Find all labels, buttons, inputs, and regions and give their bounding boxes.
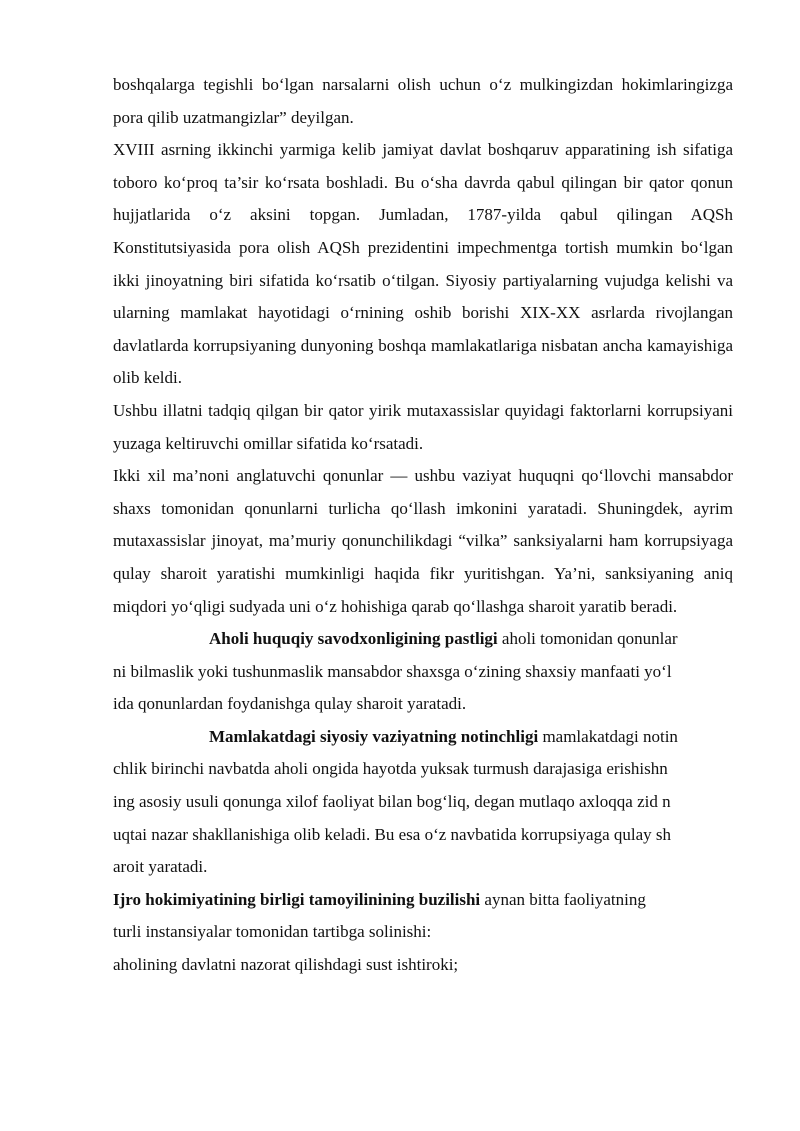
paragraph-line <box>113 884 733 917</box>
paragraph-line <box>113 721 733 754</box>
paragraph-line: aroit yaratadi. <box>113 857 208 877</box>
bold-heading-political-instability: Mamlakatdagi siyosiy vaziyatning notinchligi <box>209 726 539 746</box>
text-run: aholi tomonidan qonunlar <box>497 629 678 649</box>
paragraph-history-xviii: XVIII asrning ikkinchi yarmiga kelib jamiyat davlat boshqaruv apparatining ish sifatiga toboro ko‘proq ta’sir ko‘rsata boshladi. Bu o‘sha davrda qabul qilingan bir qator qonun hujjatlarida o‘z aksini topgan. Jumladan, 1787-yilda qabul qilingan AQSh Konstitutsiyasida pora olish AQSh prezidentini impechmentga tortish mumkin bo‘lgan ikki jinoyatning biri sifatida ko‘rsatib o‘tilgan. Siyosiy partiyalarning vujudga kelishi va ularning mamlakat hayotidagi o‘rnining oshib borishi XIX-XX asrlarda rivojlangan davlatlarda korrupsiyaning dunyoning boshqa mamlakatlariga nisbatan ancha kamayishiga olib keldi. <box>113 140 733 388</box>
paragraph-line: ida qonunlardan foydanishga qulay sharoit yaratadi. <box>113 694 467 714</box>
bold-heading-executive-unity: Ijro hokimiyatining birligi tamoyilinining buzilishi <box>113 889 481 909</box>
text-run: mamlakatdagi notin <box>538 726 678 746</box>
paragraph-ambiguous-laws: Ikki xil ma’noni anglatuvchi qonunlar — ushbu vaziyat huquqni qo‘llovchi mansabdor shaxs tomonidan qonunlarni turlicha qo‘llash imkonini yaratadi. Shuningdek, ayrim mutaxassislar jinoyat, ma’muriy qonunchilikdagi “vilka” sanksiyalarni ham korrupsiyaga qulay sharoit yaratishi mumkinligi haqida fikr yuritishgan. Ya’ni, sanksiyaning aniq miqdori yo‘qligi sudyada uni o‘z hohishiga qarab qo‘llashga sharoit yaratib beradi. <box>113 466 733 616</box>
paragraph-public-participation: aholining davlatni nazorat qilishdagi sust ishtiroki; <box>113 955 459 975</box>
paragraph-line: uqtai nazar shakllanishiga olib keladi. Bu esa o‘z navbatida korrupsiyaga qulay sh <box>113 824 672 844</box>
paragraph-line: chlik birinchi navbatda aholi ongida hayotda yuksak turmush darajasiga erishishn <box>113 759 668 779</box>
paragraph-line: ing asosiy usuli qonunga xilof faoliyat bilan bog‘liq, degan mutlaqo axloqqa zid n <box>113 792 671 812</box>
document-page <box>113 69 733 982</box>
paragraph-quote-ending: boshqalarga tegishli bo‘lgan narsalarni olish uchun o‘z mulkingizdan hokimlaringizga pora qilib uzatmangizlar” deyilgan. <box>113 75 733 127</box>
paragraph-executive-unity <box>113 884 733 949</box>
paragraph-line: turli instansiyalar tomonidan tartibga solinishi: <box>113 922 432 942</box>
bold-heading-legal-literacy: Aholi huquqiy savodxonligining pastligi <box>209 629 498 649</box>
paragraph-political-instability <box>113 721 733 884</box>
paragraph-legal-literacy <box>113 623 733 721</box>
text-run: aynan bitta faoliyatning <box>480 889 646 909</box>
paragraph-line: ni bilmaslik yoki tushunmaslik mansabdor shaxsga o‘zining shaxsiy manfaati yo‘l <box>113 661 672 681</box>
paragraph-factors-intro: Ushbu illatni tadqiq qilgan bir qator yirik mutaxassislar quyidagi faktorlarni korrupsiyani yuzaga keltiruvchi omillar sifatida ko‘rsatadi. <box>113 400 733 453</box>
paragraph-line <box>113 623 733 656</box>
